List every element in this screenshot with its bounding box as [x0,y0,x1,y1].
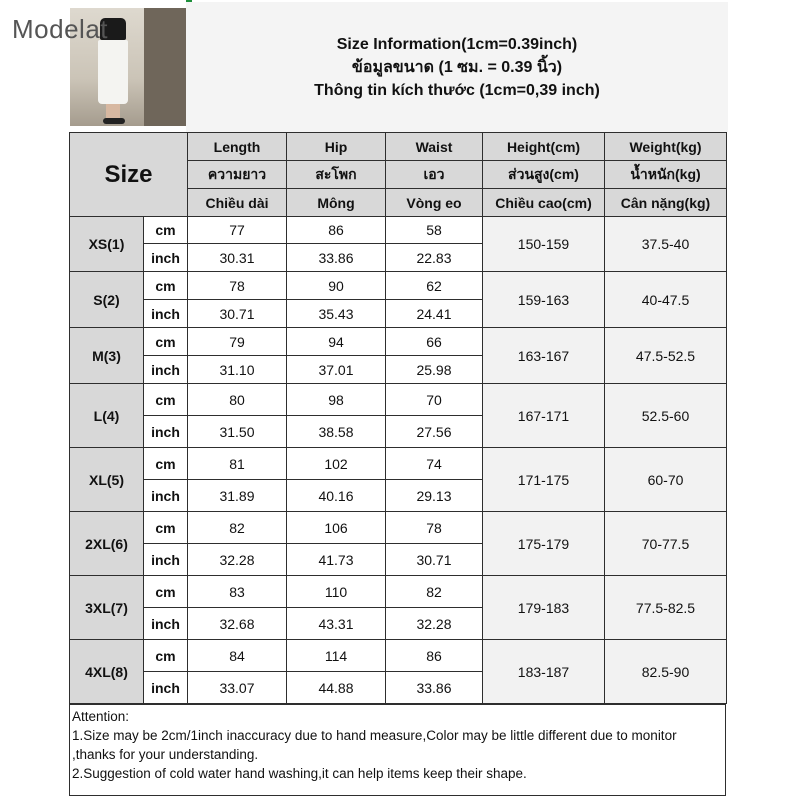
column-header-weight-thai: น้ำหนัก(kg) [605,161,727,189]
column-header-hip: Hip [287,133,386,161]
header-line-vietnamese: Thông tin kích thước (1cm=0,39 inch) [314,81,600,99]
measurement-cm: 94 [287,328,386,356]
measurement-cm: 66 [386,328,483,356]
size-column-title: Size [70,133,188,217]
measurement-cm: 86 [287,217,386,244]
header-line-thai: ข้อมูลขนาด (1 ซม. = 0.39 นิ้ว) [351,58,563,76]
measurement-inch: 40.16 [287,480,386,512]
measurement-inch: 30.71 [188,300,287,328]
table-row [70,512,727,544]
measurement-inch: 33.86 [386,672,483,704]
measurement-inch: 30.31 [188,244,287,272]
height-range: 159-163 [483,272,605,328]
weight-range: 47.5-52.5 [605,328,727,384]
measurement-inch: 32.68 [188,608,287,640]
attention-line-2: ,thanks for your understanding. [72,747,259,762]
measurement-inch: 44.88 [287,672,386,704]
attention-title: Attention: [72,709,130,724]
weight-range: 60-70 [605,448,727,512]
weight-range: 40-47.5 [605,272,727,328]
measurement-inch: 41.73 [287,544,386,576]
height-range: 179-183 [483,576,605,640]
column-header-height-vi: Chiều cao(cm) [483,189,605,217]
unit-cm: cm [144,272,188,300]
unit-cm: cm [144,448,188,480]
unit-inch: inch [144,416,188,448]
measurement-inch: 31.50 [188,416,287,448]
measurement-inch: 31.89 [188,480,287,512]
size-label: S(2) [70,272,144,328]
header-line-english: Size Information(1cm=0.39inch) [336,35,578,53]
measurement-cm: 77 [188,217,287,244]
attention-notes [69,704,726,796]
measurement-inch: 27.56 [386,416,483,448]
measurement-cm: 106 [287,512,386,544]
measurement-cm: 102 [287,448,386,480]
attention-line-3: 2.Suggestion of cold water hand washing,it can help items keep their shape. [72,766,527,781]
measurement-cm: 82 [188,512,287,544]
unit-cm: cm [144,217,188,244]
unit-inch: inch [144,608,188,640]
column-header-waist-thai: เอว [386,161,483,189]
measurement-cm: 114 [287,640,386,672]
unit-inch: inch [144,244,188,272]
measurement-inch: 43.31 [287,608,386,640]
measurement-cm: 90 [287,272,386,300]
measurement-cm: 83 [188,576,287,608]
height-range: 163-167 [483,328,605,384]
measurement-cm: 98 [287,384,386,416]
measurement-inch: 32.28 [386,608,483,640]
weight-range: 52.5-60 [605,384,727,448]
table-row [70,576,727,608]
measurement-cm: 81 [188,448,287,480]
measurement-cm: 70 [386,384,483,416]
measurement-inch: 38.58 [287,416,386,448]
measurement-cm: 86 [386,640,483,672]
measurement-inch: 29.13 [386,480,483,512]
weight-range: 77.5-82.5 [605,576,727,640]
column-header-waist-vi: Vòng eo [386,189,483,217]
measurement-cm: 79 [188,328,287,356]
column-header-weight-vi: Cân nặng(kg) [605,189,727,217]
column-header-waist: Waist [386,133,483,161]
watermark: Modelat [12,14,108,44]
measurement-inch: 35.43 [287,300,386,328]
height-range: 171-175 [483,448,605,512]
measurement-cm: 110 [287,576,386,608]
unit-cm: cm [144,328,188,356]
measurement-cm: 80 [188,384,287,416]
header-row-english [70,133,727,161]
measurement-cm: 84 [188,640,287,672]
measurement-cm: 58 [386,217,483,244]
size-label: XS(1) [70,217,144,272]
measurement-inch: 24.41 [386,300,483,328]
measurement-cm: 78 [386,512,483,544]
height-range: 175-179 [483,512,605,576]
size-label: 3XL(7) [70,576,144,640]
column-header-height: Height(cm) [483,133,605,161]
table-row [70,217,727,244]
column-header-hip-thai: สะโพก [287,161,386,189]
table-row [70,328,727,356]
height-range: 183-187 [483,640,605,704]
measurement-inch: 31.10 [188,356,287,384]
measurement-cm: 78 [188,272,287,300]
measurement-inch: 37.01 [287,356,386,384]
measurement-cm: 62 [386,272,483,300]
unit-cm: cm [144,640,188,672]
unit-inch: inch [144,544,188,576]
unit-inch: inch [144,356,188,384]
height-range: 150-159 [483,217,605,272]
table-row [70,448,727,480]
table-row [70,272,727,300]
unit-inch: inch [144,480,188,512]
unit-inch: inch [144,672,188,704]
attention-line-1: 1.Size may be 2cm/1inch inaccuracy due to hand measure,Color may be little different due to monitor [72,728,677,743]
size-label: L(4) [70,384,144,448]
column-header-weight: Weight(kg) [605,133,727,161]
size-label: M(3) [70,328,144,384]
column-header-height-thai: ส่วนสูง(cm) [483,161,605,189]
unit-cm: cm [144,512,188,544]
weight-range: 70-77.5 [605,512,727,576]
unit-cm: cm [144,576,188,608]
table-row [70,640,727,672]
measurement-inch: 30.71 [386,544,483,576]
measurement-cm: 74 [386,448,483,480]
weight-range: 82.5-90 [605,640,727,704]
measurement-cm: 82 [386,576,483,608]
column-header-hip-vi: Mông [287,189,386,217]
measurement-inch: 25.98 [386,356,483,384]
unit-cm: cm [144,384,188,416]
measurement-inch: 22.83 [386,244,483,272]
height-range: 167-171 [483,384,605,448]
unit-inch: inch [144,300,188,328]
column-header-length-vi: Chiều dài [188,189,287,217]
size-table [69,132,727,704]
size-label: XL(5) [70,448,144,512]
column-header-length-thai: ความยาว [188,161,287,189]
size-label: 2XL(6) [70,512,144,576]
measurement-inch: 33.86 [287,244,386,272]
size-info-header [186,2,728,132]
table-row [70,384,727,416]
measurement-inch: 33.07 [188,672,287,704]
weight-range: 37.5-40 [605,217,727,272]
measurement-inch: 32.28 [188,544,287,576]
column-header-length: Length [188,133,287,161]
size-label: 4XL(8) [70,640,144,704]
